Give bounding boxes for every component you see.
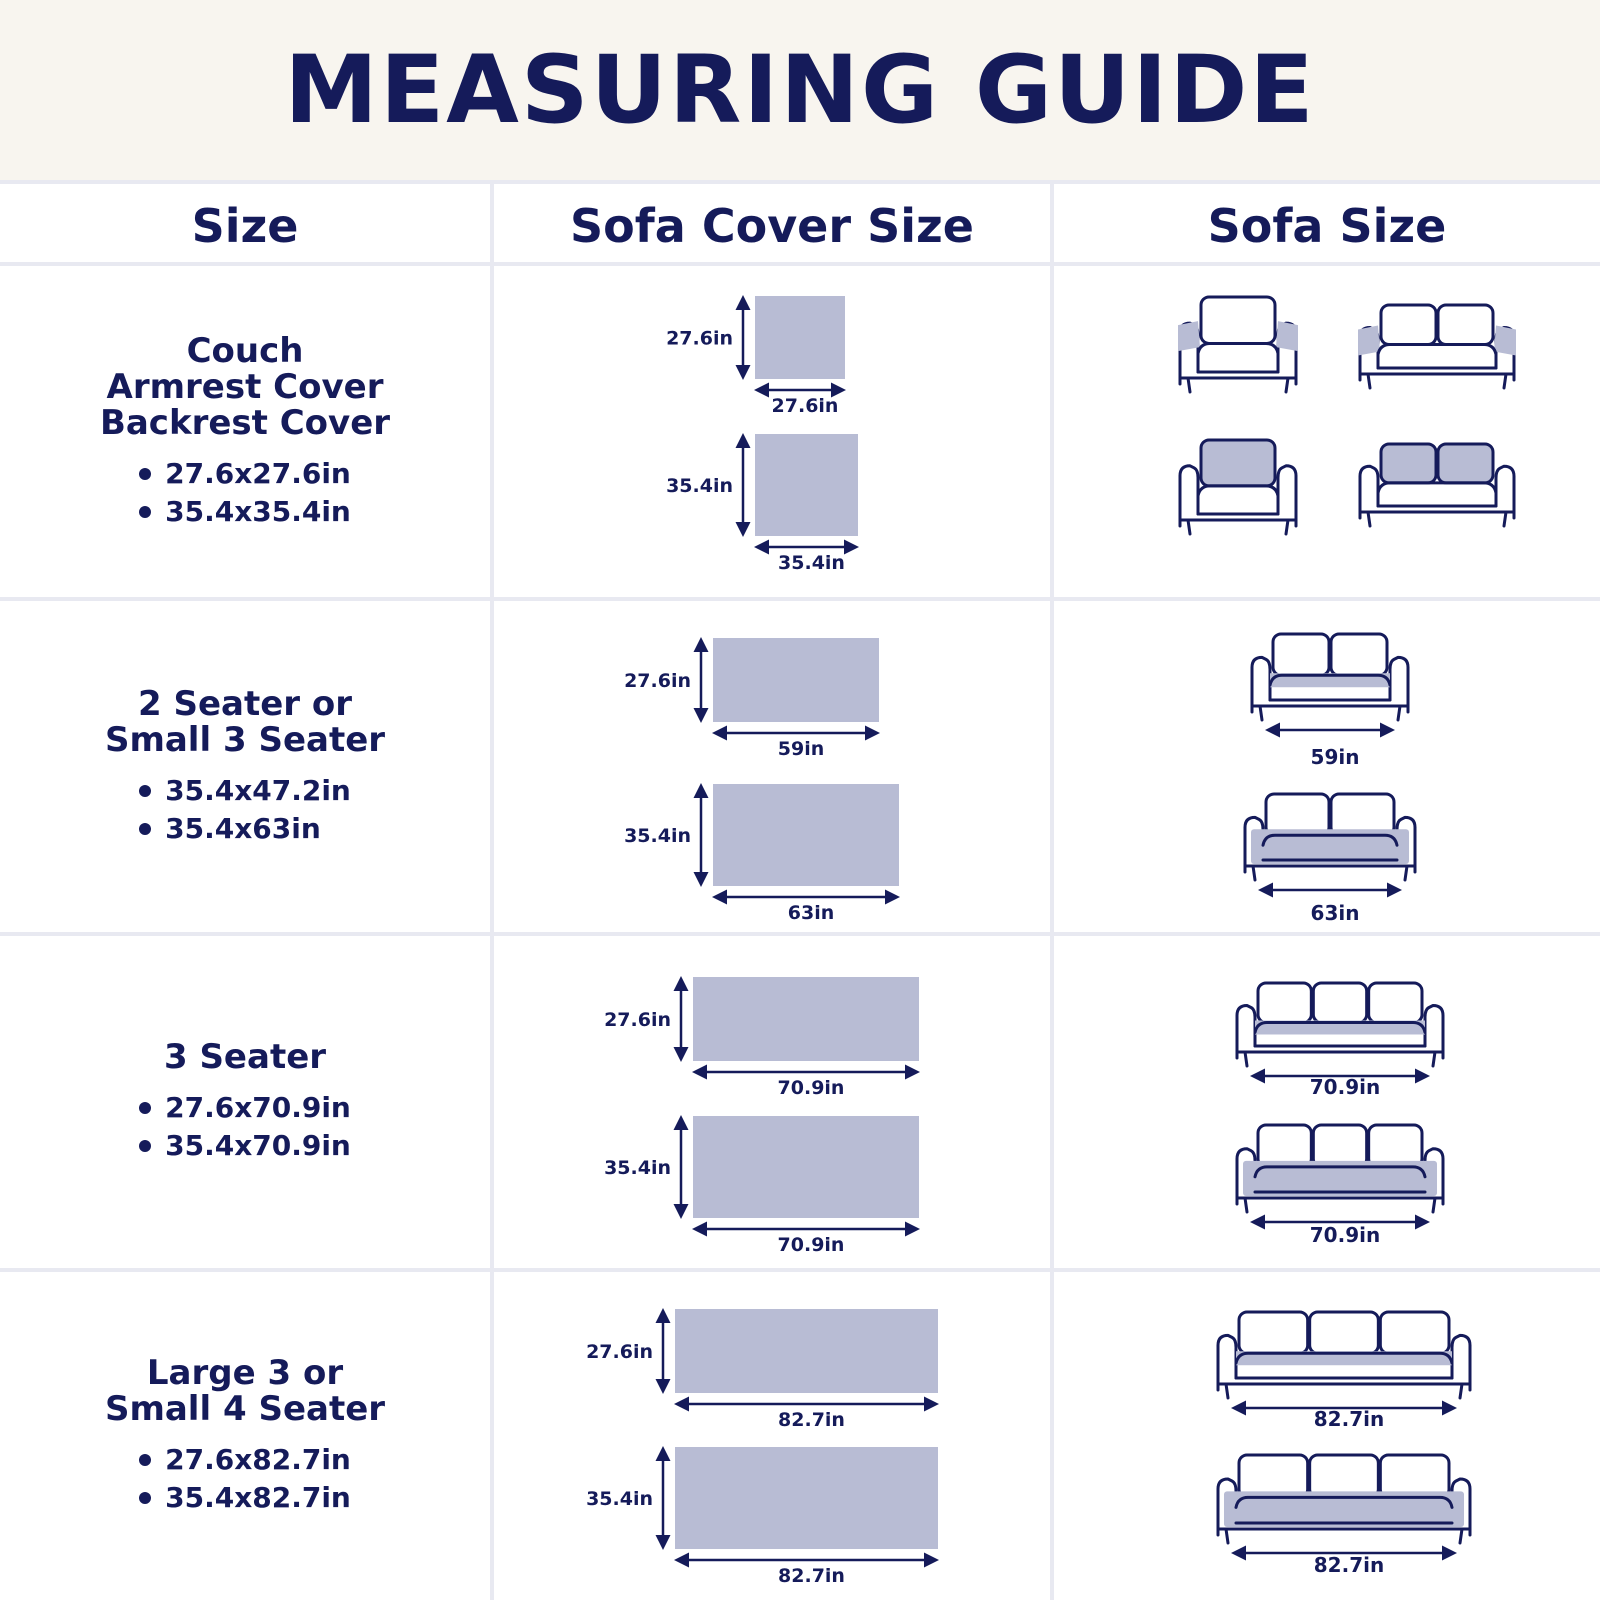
armchair-icon xyxy=(1180,440,1296,534)
cover-rectangle xyxy=(713,784,899,886)
sofa-width-label: 70.9in xyxy=(1309,1223,1381,1247)
cover-width-label: 35.4in xyxy=(778,552,845,574)
loveseat-icon xyxy=(1358,305,1516,388)
sofa-diagrams xyxy=(1178,297,1516,1577)
armchair-icon xyxy=(1178,297,1298,392)
size-bullet: 27.6x27.6in xyxy=(139,455,351,493)
size-bullet: 35.4x82.7in xyxy=(139,1479,351,1517)
size-bullet: 27.6x70.9in xyxy=(139,1089,351,1127)
cover-rectangle xyxy=(755,434,858,536)
cover-height-label: 35.4in xyxy=(604,1157,671,1179)
size-title-line: 2 Seater or xyxy=(137,683,352,724)
sofa-width-label: 70.9in xyxy=(1309,1075,1381,1099)
loveseat-icon xyxy=(1252,634,1408,720)
column-header-size: Size xyxy=(191,199,299,253)
cover-diagrams xyxy=(586,296,938,1587)
cover-height-label: 35.4in xyxy=(586,1488,653,1510)
size-bullet: 27.6x82.7in xyxy=(139,1441,351,1479)
sofa-icon xyxy=(1237,983,1443,1066)
cover-height-label: 27.6in xyxy=(604,1009,671,1031)
size-bullet: 35.4x63in xyxy=(139,810,351,848)
sofa-illustration xyxy=(1237,983,1443,1099)
sofa-illustration-backrest-loveseat xyxy=(1360,444,1514,526)
column-header-cover-size: Sofa Cover Size xyxy=(570,199,974,253)
cover-dimension-group xyxy=(624,638,879,760)
cover-width-label: 59in xyxy=(777,738,825,760)
sofa-width-label: 59in xyxy=(1310,745,1360,769)
sofa-width-label: 63in xyxy=(1310,901,1360,925)
loveseat-icon xyxy=(1360,444,1514,526)
sofa-illustration xyxy=(1237,1125,1443,1247)
size-bullet: 35.4x35.4in xyxy=(139,493,351,531)
sofa-width-label: 82.7in xyxy=(1313,1553,1385,1577)
cover-dimension-group xyxy=(666,296,845,417)
column-header-sofa-size: Sofa Size xyxy=(1207,199,1447,253)
cover-dimension-group xyxy=(604,977,919,1099)
sofa-illustration-armrest-chair xyxy=(1178,297,1298,392)
sofa-icon xyxy=(1218,1455,1470,1543)
cover-height-label: 27.6in xyxy=(666,327,733,350)
sofa-icon xyxy=(1218,1312,1470,1398)
cover-height-label: 35.4in xyxy=(666,475,733,497)
cover-rectangle xyxy=(693,977,919,1061)
size-title-line: Backrest Cover xyxy=(99,402,391,443)
page-title: MEASURING GUIDE xyxy=(284,35,1316,145)
sofa-illustration xyxy=(1218,1312,1470,1431)
sofa-illustration-backrest-chair xyxy=(1180,440,1296,534)
size-title-line: Couch xyxy=(186,330,304,371)
cover-rectangle xyxy=(713,638,879,722)
cover-width-label: 27.6in xyxy=(771,395,839,417)
cover-width-label: 70.9in xyxy=(777,1077,845,1099)
cover-dimension-group xyxy=(666,434,858,574)
cover-dimension-group xyxy=(586,1447,938,1587)
cover-dimension-group xyxy=(624,784,899,924)
cover-width-label: 63in xyxy=(787,902,835,924)
cover-width-label: 82.7in xyxy=(778,1565,845,1587)
sofa-illustration xyxy=(1252,634,1408,769)
loveseat-icon xyxy=(1245,794,1415,880)
cover-rectangle xyxy=(675,1447,938,1549)
cover-rectangle xyxy=(755,296,845,379)
cover-rectangle xyxy=(675,1309,938,1393)
sofa-illustration-armrest-loveseat xyxy=(1358,305,1516,388)
sofa-illustration xyxy=(1218,1455,1470,1577)
size-title-line: Large 3 or xyxy=(146,1353,344,1393)
size-title-line: 3 Seater xyxy=(163,1037,327,1077)
cover-rectangle xyxy=(693,1116,919,1218)
cover-height-label: 27.6in xyxy=(624,670,691,692)
sofa-illustration xyxy=(1245,794,1415,925)
cover-dimension-group xyxy=(586,1309,938,1431)
cover-width-label: 82.7in xyxy=(778,1409,845,1431)
cover-dimension-group xyxy=(604,1116,919,1256)
size-bullet: 35.4x47.2in xyxy=(139,772,351,810)
cover-height-label: 35.4in xyxy=(624,825,691,847)
cover-height-label: 27.6in xyxy=(586,1341,653,1363)
size-title-line: Armrest Cover xyxy=(106,366,384,407)
size-title-line: Small 3 Seater xyxy=(104,719,386,760)
sofa-icon xyxy=(1237,1125,1443,1212)
size-title-line: Small 4 Seater xyxy=(104,1389,386,1429)
cover-width-label: 70.9in xyxy=(777,1234,845,1256)
size-bullet: 35.4x70.9in xyxy=(139,1127,351,1165)
sofa-width-label: 82.7in xyxy=(1313,1407,1385,1431)
